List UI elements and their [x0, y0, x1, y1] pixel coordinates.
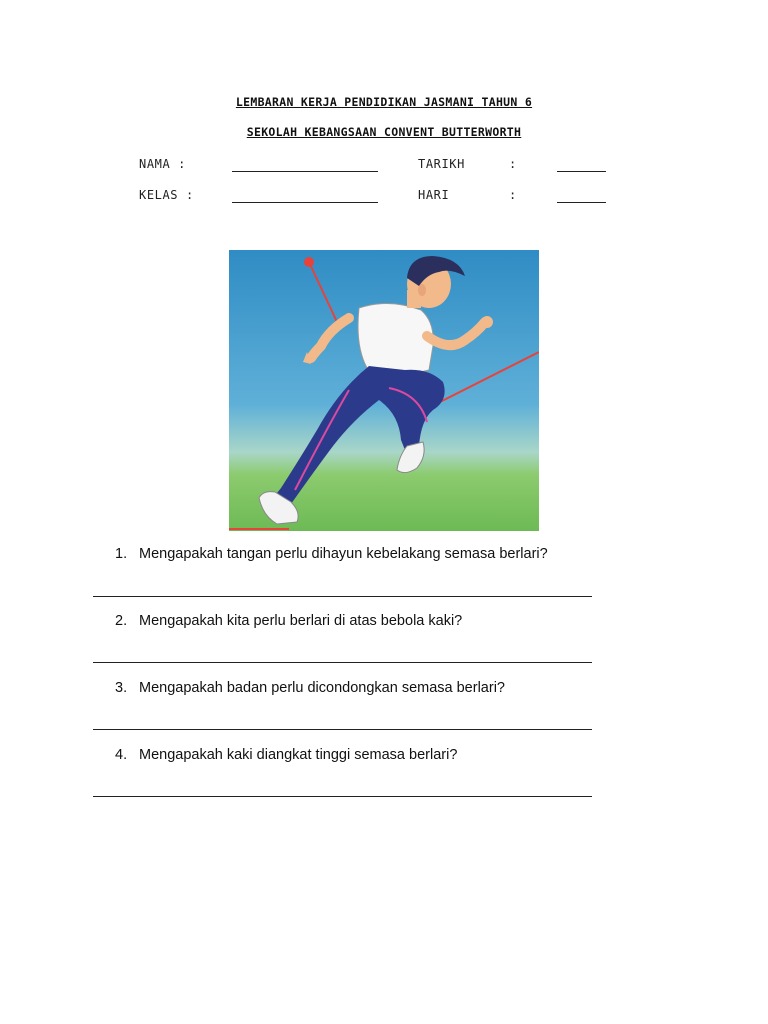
- kelas-field[interactable]: [232, 202, 378, 203]
- answer-line-3[interactable]: [93, 729, 592, 730]
- tarikh-colon: :: [509, 157, 517, 171]
- question-3: [115, 680, 505, 696]
- white-shirt: [358, 303, 433, 373]
- question-number: 2.: [115, 613, 128, 629]
- worksheet-title: LEMBARAN KERJA PENDIDIKAN JASMANI TAHUN 6: [235, 95, 533, 109]
- answer-line-4[interactable]: [93, 796, 592, 797]
- ear: [418, 284, 426, 296]
- nama-label: NAMA :: [139, 157, 186, 171]
- question-text: Mengapakah badan perlu dicondongkan semasa berlari?: [139, 680, 505, 696]
- front-hand: [481, 316, 493, 328]
- nama-field[interactable]: [232, 171, 378, 172]
- question-1: [115, 546, 548, 562]
- running-boy-illustration: [229, 250, 539, 531]
- question-number: 3.: [115, 680, 128, 696]
- track-marker-dot: [304, 257, 314, 267]
- hari-field[interactable]: [557, 202, 606, 203]
- kelas-label: KELAS :: [139, 188, 194, 202]
- school-name: SEKOLAH KEBANGSAAN CONVENT BUTTERWORTH: [246, 125, 522, 139]
- question-number: 1.: [115, 546, 128, 562]
- tarikh-field[interactable]: [557, 171, 606, 172]
- question-text: Mengapakah kaki diangkat tinggi semasa berlari?: [139, 747, 458, 763]
- question-number: 4.: [115, 747, 128, 763]
- question-text: Mengapakah kita perlu berlari di atas bebola kaki?: [139, 613, 463, 629]
- tarikh-label: TARIKH: [418, 157, 465, 171]
- question-2: [115, 613, 462, 629]
- hari-label: HARI: [418, 188, 450, 202]
- question-text: Mengapakah tangan perlu dihayun kebelakang semasa berlari?: [139, 546, 548, 562]
- answer-line-1[interactable]: [93, 596, 592, 597]
- hari-colon: :: [509, 188, 517, 202]
- question-4: [115, 747, 457, 763]
- answer-line-2[interactable]: [93, 662, 592, 663]
